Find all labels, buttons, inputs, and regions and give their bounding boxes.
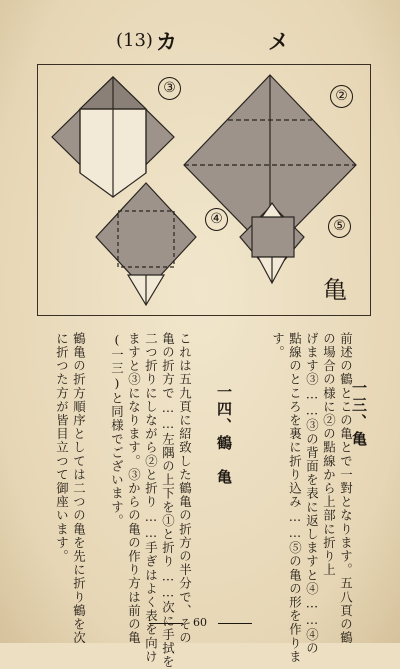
title-me: メ [268,29,289,54]
s14-line-2: 亀の折方で……左隅の上下を①と折り……次に手拭を [160,332,176,669]
step2-label: ② [330,85,353,108]
step3-label: ③ [158,77,181,100]
section-number: (13) [116,30,153,51]
section13-heading: 一三、亀 [350,380,368,448]
folding-diagram-svg [38,65,370,315]
s14-line-5: (一三)と同様でございます。 [109,332,125,528]
s13-line-4: 點線のところを裏に折り込み……⑤の亀の形を作りま [287,332,303,664]
s13-line-5: す。 [270,332,286,360]
s14-line-3: 二つ折りにしながら②と折り……手ぎはよく表を向け [143,332,159,664]
step4-label: ④ [205,208,228,231]
s14-line-1: これは五九頁に紹致した鶴亀の折方の半分で、その [177,332,193,645]
page-number: 60 [193,616,207,629]
step3-figure [52,77,174,197]
s14-line-4: ますと③になります。③からの亀の作り方は前の亀 [126,332,142,645]
footer-dash-right [218,623,252,624]
s13-line-3: げます③……③の背面を表に返しますと④……④の [304,332,320,656]
folding-diagram [37,64,371,316]
s13-line-1: 前述の鶴とこの亀とで一對となります。五八頁の鶴 [338,332,354,645]
kame-character: 亀 [323,276,347,304]
footer-dash-left [149,623,183,624]
title-ka: カ [156,29,177,54]
page-footer [0,616,400,629]
s14-line-7: に折つた方が皆目立つて御座います。 [54,332,70,564]
section14-heading: 一四、鶴 亀 [215,384,233,486]
s13-line-2: の場合の様に②の點線から上部に折り上 [321,332,337,577]
step5-label: ⑤ [328,215,351,238]
s14-line-6: 鶴亀の折方順序としては二つの亀を先に折り鶴を次 [71,332,87,645]
step4-figure [96,183,196,305]
